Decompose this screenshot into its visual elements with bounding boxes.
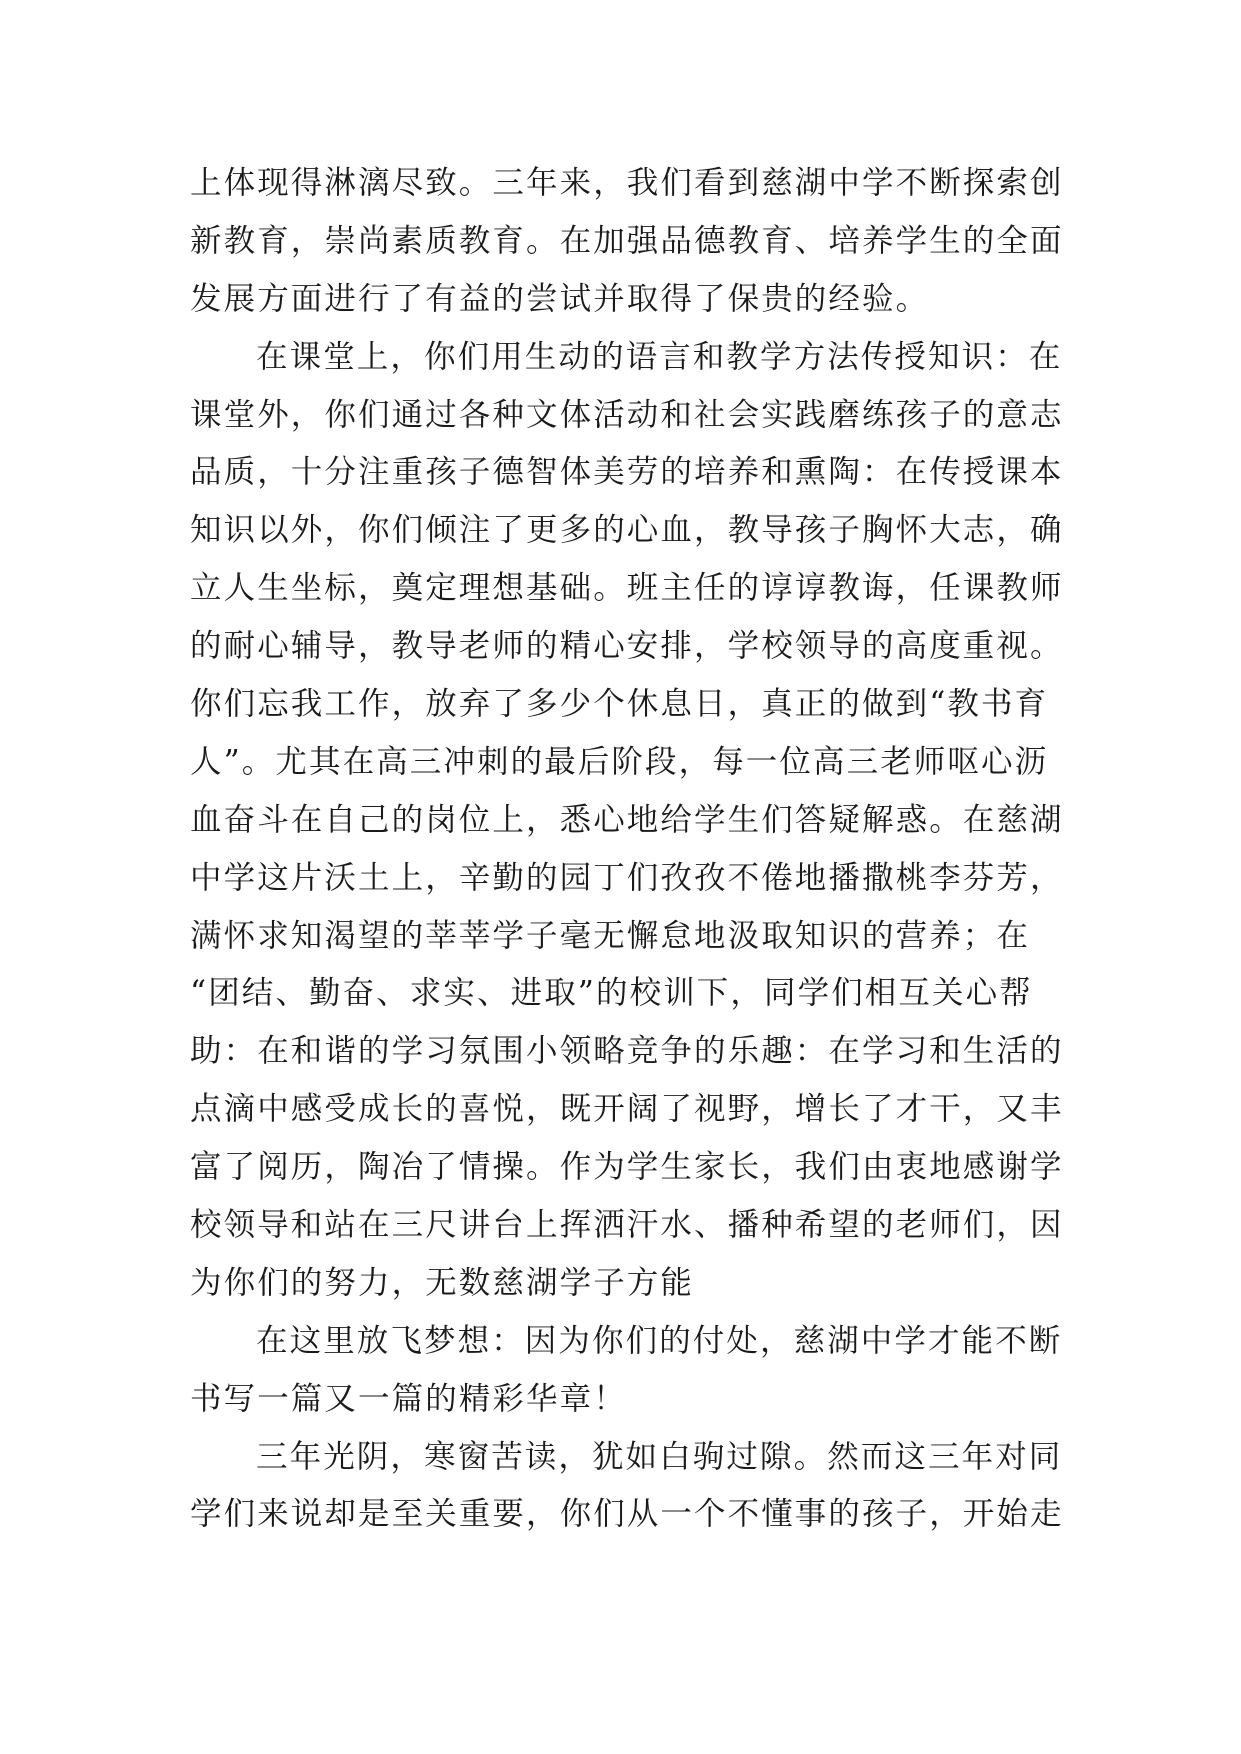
- text-line: 的耐心辅导，教导老师的精心安排，学校领导的高度重视。: [190, 628, 1064, 665]
- text-line: 知识以外，你们倾注了更多的心血，教导孩子胸怀大志，确: [190, 512, 1064, 549]
- text-line: 富了阅历，陶冶了情操。作为学生家长，我们由衷地感谢学: [190, 1149, 1064, 1186]
- text-line: 满怀求知渴望的莘莘学子毫无懈怠地汲取知识的营养；在: [190, 917, 1031, 954]
- text-line: 人”。尤其在高三冲刺的最后阶段，每一位高三老师呕心沥: [190, 743, 1049, 780]
- text-line: 助：在和谐的学习氛围小领略竞争的乐趣：在学习和生活的: [190, 1033, 1064, 1070]
- text-line: 中学这片沃土上，辛勤的园丁们孜孜不倦地播撒桃李芬芳，: [190, 859, 1064, 896]
- text-line: 在课堂上，你们用生动的语言和教学方法传授知识：在: [256, 338, 1063, 375]
- text-line: 血奋斗在自己的岗位上，悉心地给学生们答疑解惑。在慈湖: [190, 801, 1064, 838]
- text-line: 立人生坐标，奠定理想基础。班主任的谆谆教诲，任课教师: [190, 570, 1064, 607]
- text-line: 点滴中感受成长的喜悦，既开阔了视野，增长了才干，又丰: [190, 1091, 1064, 1128]
- text-line: 书写一篇又一篇的精彩华章！: [190, 1380, 627, 1417]
- text-line: 校领导和站在三尺讲台上挥洒汗水、播种希望的老师们，因: [190, 1207, 1064, 1244]
- text-line: “团结、勤奋、求实、进取”的校训下，同学们相互关心帮: [190, 975, 1033, 1012]
- text-line: 发展方面进行了有益的尝试并取得了保贵的经验。: [190, 280, 930, 317]
- text-line: 新教育，崇尚素质教育。在加强品德教育、培养学生的全面: [190, 222, 1064, 259]
- text-line: 品质，十分注重孩子德智体美劳的培养和熏陶：在传授课本: [190, 454, 1064, 491]
- text-line: 上体现得淋漓尽致。三年来，我们看到慈湖中学不断探索创: [190, 165, 1064, 201]
- text-line: 你们忘我工作，放弃了多少个休息日，真正的做到“教书育: [190, 686, 1049, 723]
- body-text: [190, 155, 1064, 1544]
- text-line: 学们来说却是至关重要，你们从一个不懂事的孩子，开始走: [190, 1496, 1064, 1533]
- text-line: 为你们的努力，无数慈湖学子方能: [190, 1264, 695, 1301]
- text-line: 三年光阴，寒窗苦读，犹如白驹过隙。然而这三年对同: [256, 1438, 1063, 1475]
- text-line: 在这里放飞梦想：因为你们的付处，慈湖中学才能不断: [256, 1322, 1063, 1359]
- text-line: 课堂外，你们通过各种文体活动和社会实践磨练孩子的意志: [190, 396, 1064, 433]
